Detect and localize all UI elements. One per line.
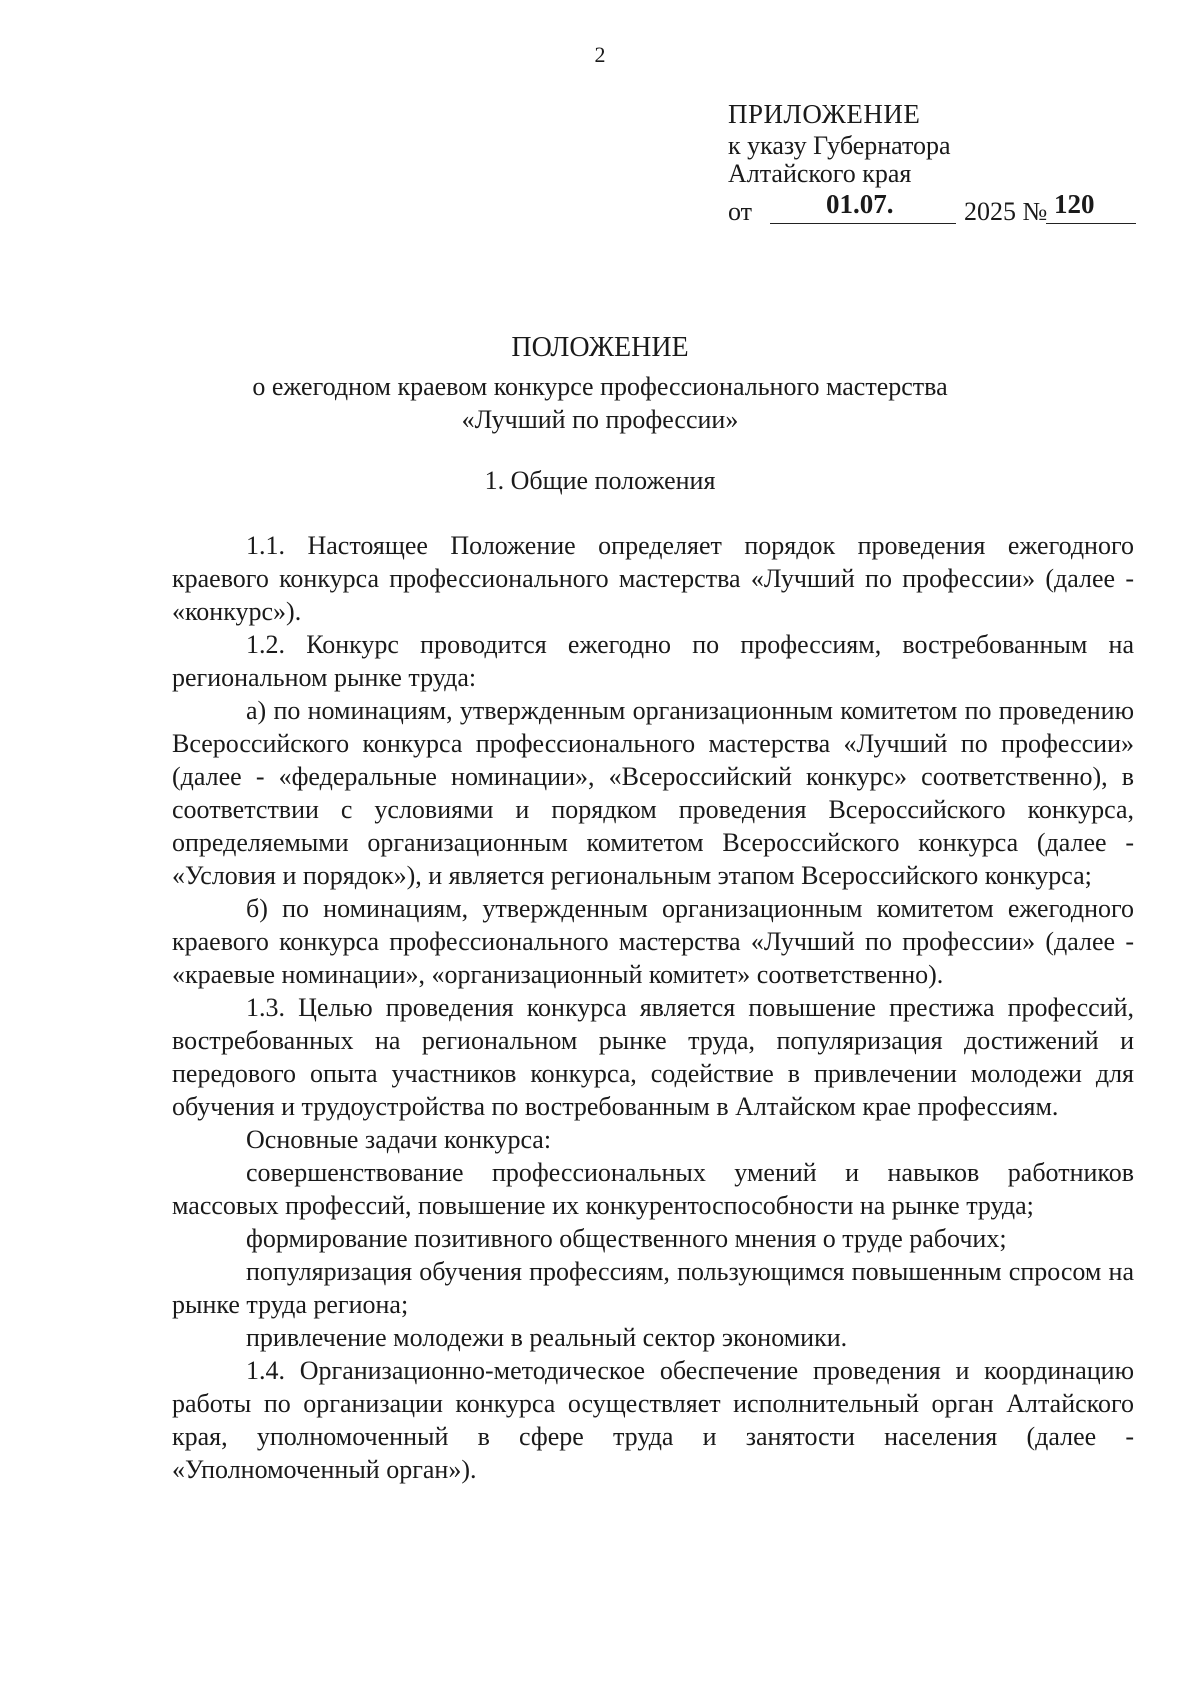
date-value: 01.07. (826, 189, 894, 219)
paragraph-task-3: популяризация обучения профессиям, пользующимся повышенным спросом на рынке труда региона; (172, 1257, 1134, 1319)
date-underline (770, 223, 956, 224)
paragraph-1-1: 1.1. Настоящее Положение определяет порядок проведения ежегодного краевого конкурса профессионального мастерства «Лучший по профессии» (далее - «конкурс»). (172, 531, 1134, 626)
paragraph-1-2: 1.2. Конкурс проводится ежегодно по профессиям, востребованным на региональном рынке труда: (172, 630, 1134, 692)
section-title: 1. Общие положения (484, 466, 716, 495)
number-underline (1046, 223, 1136, 224)
paragraph-1-2-b: б) по номинациям, утвержденным организационным комитетом ежегодного краевого конкурса профессионального мастерства «Лучший по профессии» (далее - «краевые номинации», «организационный комитет» соответственно). (172, 894, 1134, 989)
paragraph-1-4: 1.4. Организационно-методическое обеспечение проведения и координацию работы по организации конкурса осуществляет исполнительный орган Алтайского края, уполномоченный в сфере труда и занятости населения (далее - «Уполномоченный орган»). (172, 1356, 1134, 1484)
document-subtitle-line-2: «Лучший по профессии» (461, 405, 739, 434)
paragraph-task-4: привлечение молодежи в реальный сектор экономики. (246, 1323, 848, 1352)
document-title: ПОЛОЖЕНИЕ (511, 332, 689, 363)
attachment-title: ПРИЛОЖЕНИЕ (728, 99, 921, 129)
decree-number: 120 (1054, 189, 1095, 219)
document-subtitle-line-1: о ежегодном краевом конкурсе профессионального мастерства (252, 372, 948, 401)
year-and-number-label: 2025 № (964, 197, 1048, 226)
attachment-line-2: Алтайского края (728, 159, 912, 188)
paragraph-1-3: 1.3. Целью проведения конкурса является повышение престижа профессий, востребованных на региональном рынке труда, популяризация достижений и передового опыта участников конкурса, содействие в привлечении молодежи для обучения и трудоустройства по востребованным в Алтайском крае профессиям. (172, 993, 1134, 1121)
body-text (172, 529, 1134, 1486)
page-number: 2 (594, 42, 606, 67)
date-prefix: от (728, 197, 753, 226)
paragraph-tasks-heading: Основные задачи конкурса: (246, 1125, 552, 1154)
paragraph-task-2: формирование позитивного общественного мнения о труде рабочих; (246, 1224, 1007, 1253)
attachment-line-1: к указу Губернатора (728, 131, 951, 160)
attachment-block (728, 100, 1148, 226)
attachment-date-line (728, 190, 1148, 226)
paragraph-1-2-a: а) по номинациям, утвержденным организационным комитетом по проведению Всероссийского конкурса профессионального мастерства «Лучший по профессии» (далее - «федеральные номинации», «Всероссийский конкурс» соответственно), в соответствии с условиями и порядком проведения Всероссийского конкурса, определяемыми организационным комитетом Всероссийского конкурса (далее - «Условия и порядок»), и является региональным этапом Всероссийского конкурса; (172, 696, 1134, 890)
paragraph-task-1: совершенствование профессиональных умений и навыков работников массовых профессий, повышение их конкурентоспособности на рынке труда; (172, 1158, 1134, 1220)
